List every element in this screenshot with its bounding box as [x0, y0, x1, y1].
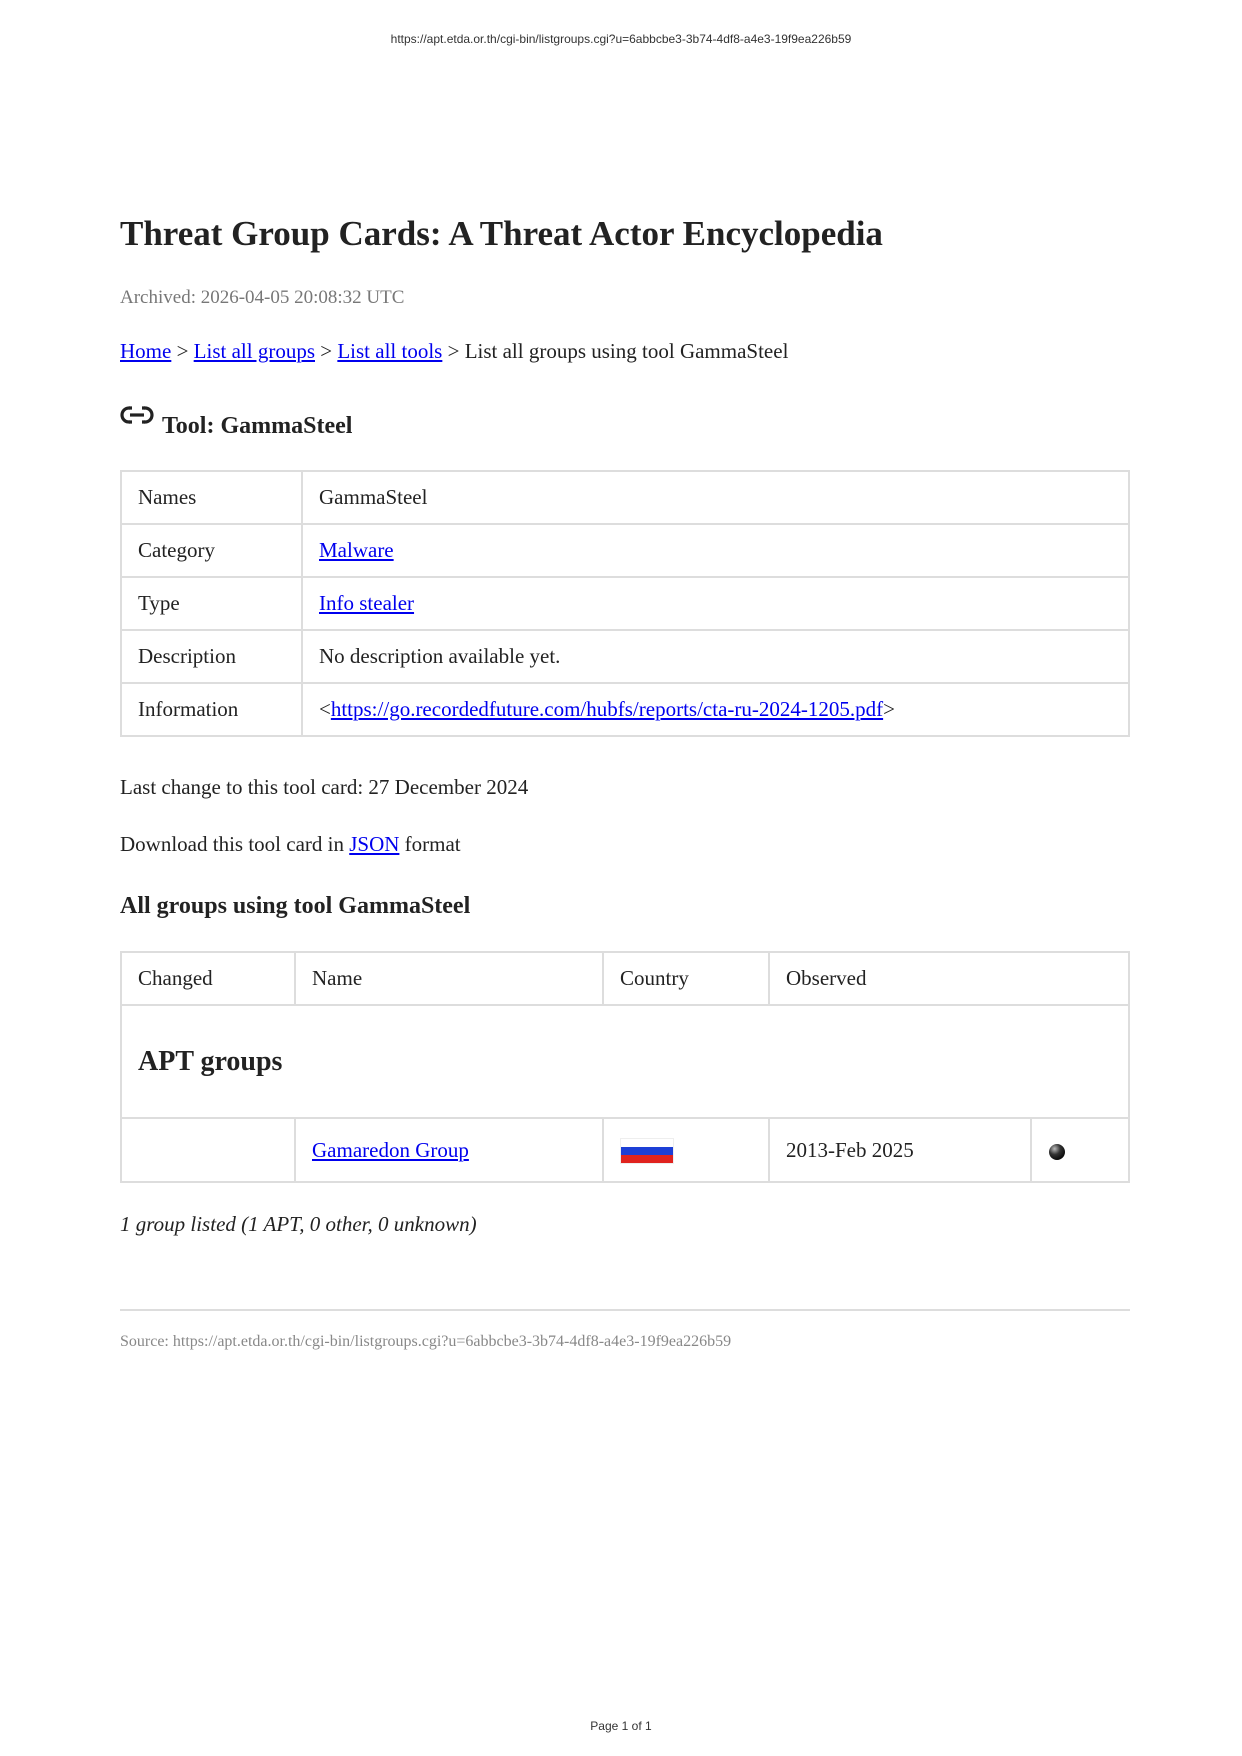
tool-info-value: GammaSteel	[302, 471, 1129, 524]
changed-cell	[121, 1118, 295, 1182]
tool-heading-text: Tool: GammaSteel	[162, 413, 353, 439]
page-title: Threat Group Cards: A Threat Actor Encyclopedia	[120, 214, 883, 253]
page-header-url: https://apt.etda.or.th/cgi-bin/listgroups.cgi?u=6abbcbe3-3b74-4df8-a4e3-19f9ea226b59	[390, 32, 852, 46]
tool-info-key: Category	[121, 524, 302, 577]
groups-heading: All groups using tool GammaSteel	[120, 893, 471, 919]
json-download-link[interactable]: JSON	[349, 832, 400, 856]
tool-info-value: No description available yet.	[302, 630, 1129, 683]
breadcrumb-list-tools-link[interactable]: List all tools	[337, 339, 443, 363]
tool-info-value	[302, 577, 1129, 630]
header-observed: Observed	[769, 952, 1129, 1005]
breadcrumb-separator: >	[320, 339, 333, 363]
header-name: Name	[295, 952, 603, 1005]
group-name-link[interactable]: Gamaredon Group	[312, 1137, 469, 1162]
archived-timestamp: Archived: 2026-04-05 20:08:32 UTC	[120, 287, 405, 308]
tool-info-table	[120, 470, 1130, 737]
tool-info-row	[121, 630, 1129, 683]
tool-info-value	[302, 524, 1129, 577]
tool-info-row	[121, 577, 1129, 630]
tool-heading	[120, 405, 352, 440]
footer-divider	[120, 1309, 1130, 1311]
breadcrumb-separator: >	[447, 339, 460, 363]
tool-info-row	[121, 683, 1129, 736]
download-prefix: Download this tool card in	[120, 832, 350, 856]
country-cell	[603, 1118, 769, 1182]
breadcrumb-list-groups-link[interactable]: List all groups	[193, 339, 315, 363]
name-cell	[295, 1118, 603, 1182]
header-changed: Changed	[121, 952, 295, 1005]
observed-cell: 2013-Feb 2025	[769, 1118, 1031, 1182]
angle-open: <	[319, 697, 331, 721]
section-title: APT groups	[138, 1045, 283, 1077]
section-title-cell	[121, 1005, 1129, 1118]
header-country: Country	[603, 952, 769, 1005]
breadcrumb-current: List all groups using tool GammaSteel	[464, 339, 789, 363]
link-icon	[120, 405, 162, 440]
category-link[interactable]: Malware	[319, 538, 394, 562]
groups-section-row	[121, 1005, 1129, 1118]
table-row	[121, 1118, 1129, 1182]
tool-info-key: Information	[121, 683, 302, 736]
download-line	[120, 832, 461, 857]
tool-info-value	[302, 683, 1129, 736]
tool-info-key: Names	[121, 471, 302, 524]
angle-close: >	[883, 697, 895, 721]
source-text: Source: https://apt.etda.or.th/cgi-bin/listgroups.cgi?u=6abbcbe3-3b74-4df8-a4e3-19f9ea226b59	[120, 1333, 732, 1350]
tool-info-key: Description	[121, 630, 302, 683]
breadcrumb-separator: >	[176, 339, 189, 363]
breadcrumb	[120, 339, 788, 364]
tool-info-key: Type	[121, 577, 302, 630]
information-link[interactable]: https://go.recordedfuture.com/hubfs/reports/cta-ru-2024-1205.pdf	[330, 697, 884, 721]
download-suffix: format	[399, 832, 461, 856]
tool-info-row	[121, 471, 1129, 524]
groups-table-header	[121, 952, 1129, 1005]
status-cell	[1031, 1118, 1129, 1182]
tool-info-row	[121, 524, 1129, 577]
breadcrumb-home-link[interactable]: Home	[120, 339, 172, 363]
page-number: Page 1 of 1	[590, 1719, 652, 1733]
type-link[interactable]: Info stealer	[319, 591, 415, 615]
russia-flag-icon	[620, 1138, 674, 1164]
last-change-text: Last change to this tool card: 27 December 2024	[120, 775, 529, 799]
groups-table	[120, 951, 1130, 1183]
groups-summary: 1 group listed (1 APT, 0 other, 0 unknown)	[120, 1212, 477, 1236]
black-ball-icon	[1048, 1138, 1066, 1162]
